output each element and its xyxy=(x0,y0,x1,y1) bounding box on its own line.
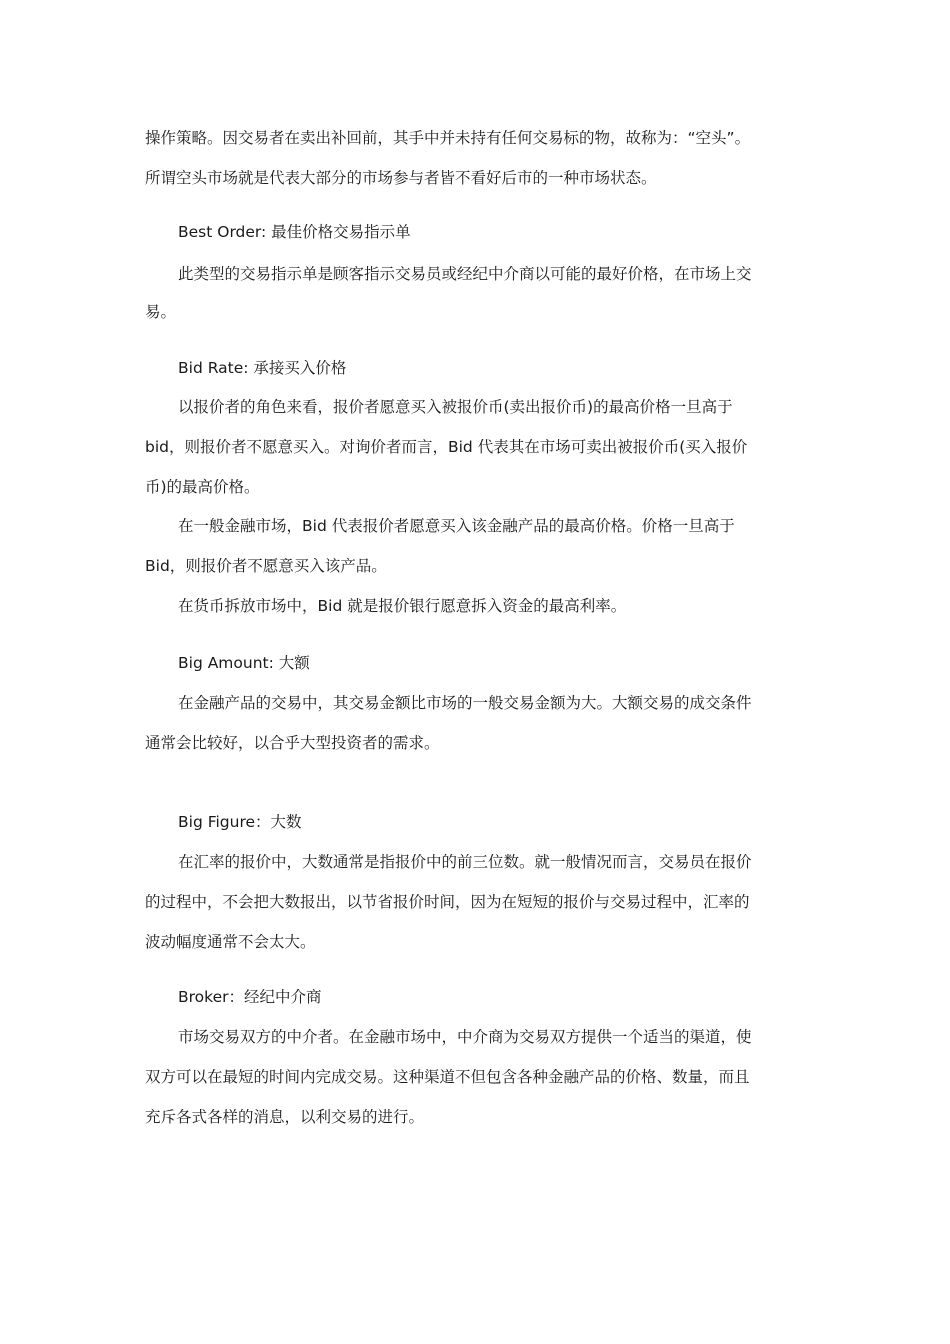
paragraph-line: 币)的最高价格。 xyxy=(145,478,260,496)
paragraph-line: 市场交易双方的中介者。在金融市场中，中介商为交易双方提供一个适当的渠道，使 xyxy=(178,1028,752,1046)
term-heading-best-order: Best Order: 最佳价格交易指示单 xyxy=(178,223,411,241)
paragraph-line: bid，则报价者不愿意买入。对询价者而言，Bid 代表其在市场可卖出被报价币(买入报价 xyxy=(145,438,748,456)
paragraph-line: 操作策略。因交易者在卖出补回前，其手中并未持有任何交易标的物，故称为：“空头”。 xyxy=(145,129,751,147)
paragraph-line: 以报价者的角色来看，报价者愿意买入被报价币(卖出报价币)的最高价格一旦高于 xyxy=(178,398,733,416)
paragraph-line: 易。 xyxy=(145,303,177,321)
paragraph-line: 在金融产品的交易中，其交易金额比市场的一般交易金额为大。大额交易的成交条件 xyxy=(178,694,752,712)
term-heading-big-figure: Big Figure：大数 xyxy=(178,813,302,831)
paragraph-line: 在一般金融市场，Bid 代表报价者愿意买入该金融产品的最高价格。价格一旦高于 xyxy=(178,517,735,535)
paragraph-line: 双方可以在最短的时间内完成交易。这种渠道不但包含各种金融产品的价格、数量，而且 xyxy=(145,1068,750,1086)
paragraph-line: 此类型的交易指示单是顾客指示交易员或经纪中介商以可能的最好价格，在市场上交 xyxy=(178,265,752,283)
paragraph-line: 在汇率的报价中，大数通常是指报价中的前三位数。就一般情况而言，交易员在报价 xyxy=(178,853,752,871)
term-heading-big-amount: Big Amount: 大额 xyxy=(178,654,310,672)
paragraph-line: 在货币拆放市场中，Bid 就是报价银行愿意拆入资金的最高利率。 xyxy=(178,597,627,615)
paragraph-line: 的过程中，不会把大数报出，以节省报价时间，因为在短短的报价与交易过程中，汇率的 xyxy=(145,893,750,911)
term-heading-broker: Broker：经纪中介商 xyxy=(178,988,322,1006)
paragraph-line: 所谓空头市场就是代表大部分的市场参与者皆不看好后市的一种市场状态。 xyxy=(145,169,657,187)
paragraph-line: Bid，则报价者不愿意买入该产品。 xyxy=(145,557,387,575)
paragraph-line: 波动幅度通常不会太大。 xyxy=(145,933,316,951)
paragraph-line: 通常会比较好，以合乎大型投资者的需求。 xyxy=(145,734,440,752)
paragraph-line: 充斥各式各样的消息，以利交易的进行。 xyxy=(145,1108,425,1126)
term-heading-bid-rate: Bid Rate: 承接买入价格 xyxy=(178,359,347,377)
